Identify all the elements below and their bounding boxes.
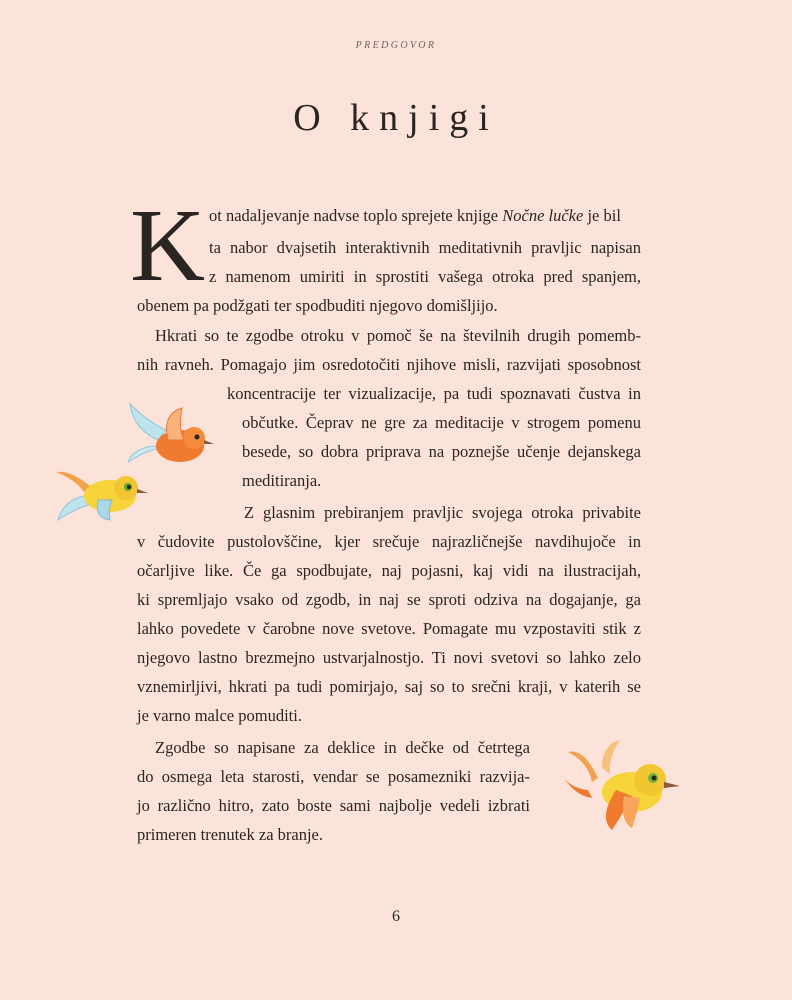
para2-line6: meditiranja. <box>242 471 322 490</box>
para3-line5: lahko povedete v čarobne nove svetove. Pomagate mu vzpostaviti stik z <box>137 619 641 638</box>
para4-line1: Zgodbe so napisane za deklice in dečke od četrtega <box>155 738 530 757</box>
para1-line1: ot nadaljevanje nadvse toplo sprejete knjige Nočne lučke je bil <box>209 206 621 225</box>
para3-line3: očarljive like. Če ga spodbujate, naj pojasni, kaj vidi na ilustracijah, <box>137 561 641 580</box>
para2-line3: koncentracije ter vizualizacije, pa tudi spoznavati čustva in <box>227 384 641 403</box>
page-title: O knjigi <box>293 97 499 139</box>
page-number: 6 <box>392 908 400 925</box>
drop-cap: K <box>130 188 206 303</box>
para3-line2: v čudovite pustolovščine, kjer srečuje najrazličnejše navdihujoče in <box>137 532 641 551</box>
para2-line5: besede, so dobra priprava na poznejše učenje dejanskega <box>242 442 641 461</box>
para1-line2: ta nabor dvajsetih interaktivnih meditativnih pravljic napisan <box>209 238 641 257</box>
large-orange-bird-icon <box>558 738 686 834</box>
para2-line1: Hkrati so te zgodbe otroku v pomoč še na številnih drugih pomemb- <box>155 326 641 345</box>
yellow-bird-icon <box>54 460 152 528</box>
para3-line4: ki spremljajo vsako od zgodb, in naj se sproti odziva na dogajanje, ga <box>137 590 641 609</box>
para3-line1: Z glasnim prebiranjem pravljic svojega otroka privabite <box>244 503 641 522</box>
para4-line4: primeren trenutek za branje. <box>137 825 323 844</box>
para2-line4: občutke. Čeprav ne gre za meditacije v strogem pomenu <box>242 413 641 432</box>
para4-line2: do osmega leta starosti, vendar se posamezniki razvija- <box>137 767 530 786</box>
para3-line6: njegovo lastno brezmejno ustvarjalnostjo. Ti novi svetovi so lahko zelo <box>137 648 641 667</box>
para4-line3: jo različno hitro, zato boste sami najbolje vedeli izbrati <box>137 796 530 815</box>
para2-line2: nih ravneh. Pomagajo jim osredotočiti njihove misli, razvijati sposobnost <box>137 355 641 374</box>
para3-line7: vznemirljivi, hkrati pa tudi pomirjajo, saj so to srečni kraji, v katerih se <box>137 677 641 696</box>
para1-line4: obenem pa podžgati ter spodbuditi njegovo domišljijo. <box>137 296 498 315</box>
para3-line8: je varno malce pomuditi. <box>137 706 302 725</box>
running-head: PREDGOVOR <box>355 40 437 51</box>
para1-line3: z namenom umiriti in sprostiti vašega otroka pred spanjem, <box>209 267 641 286</box>
